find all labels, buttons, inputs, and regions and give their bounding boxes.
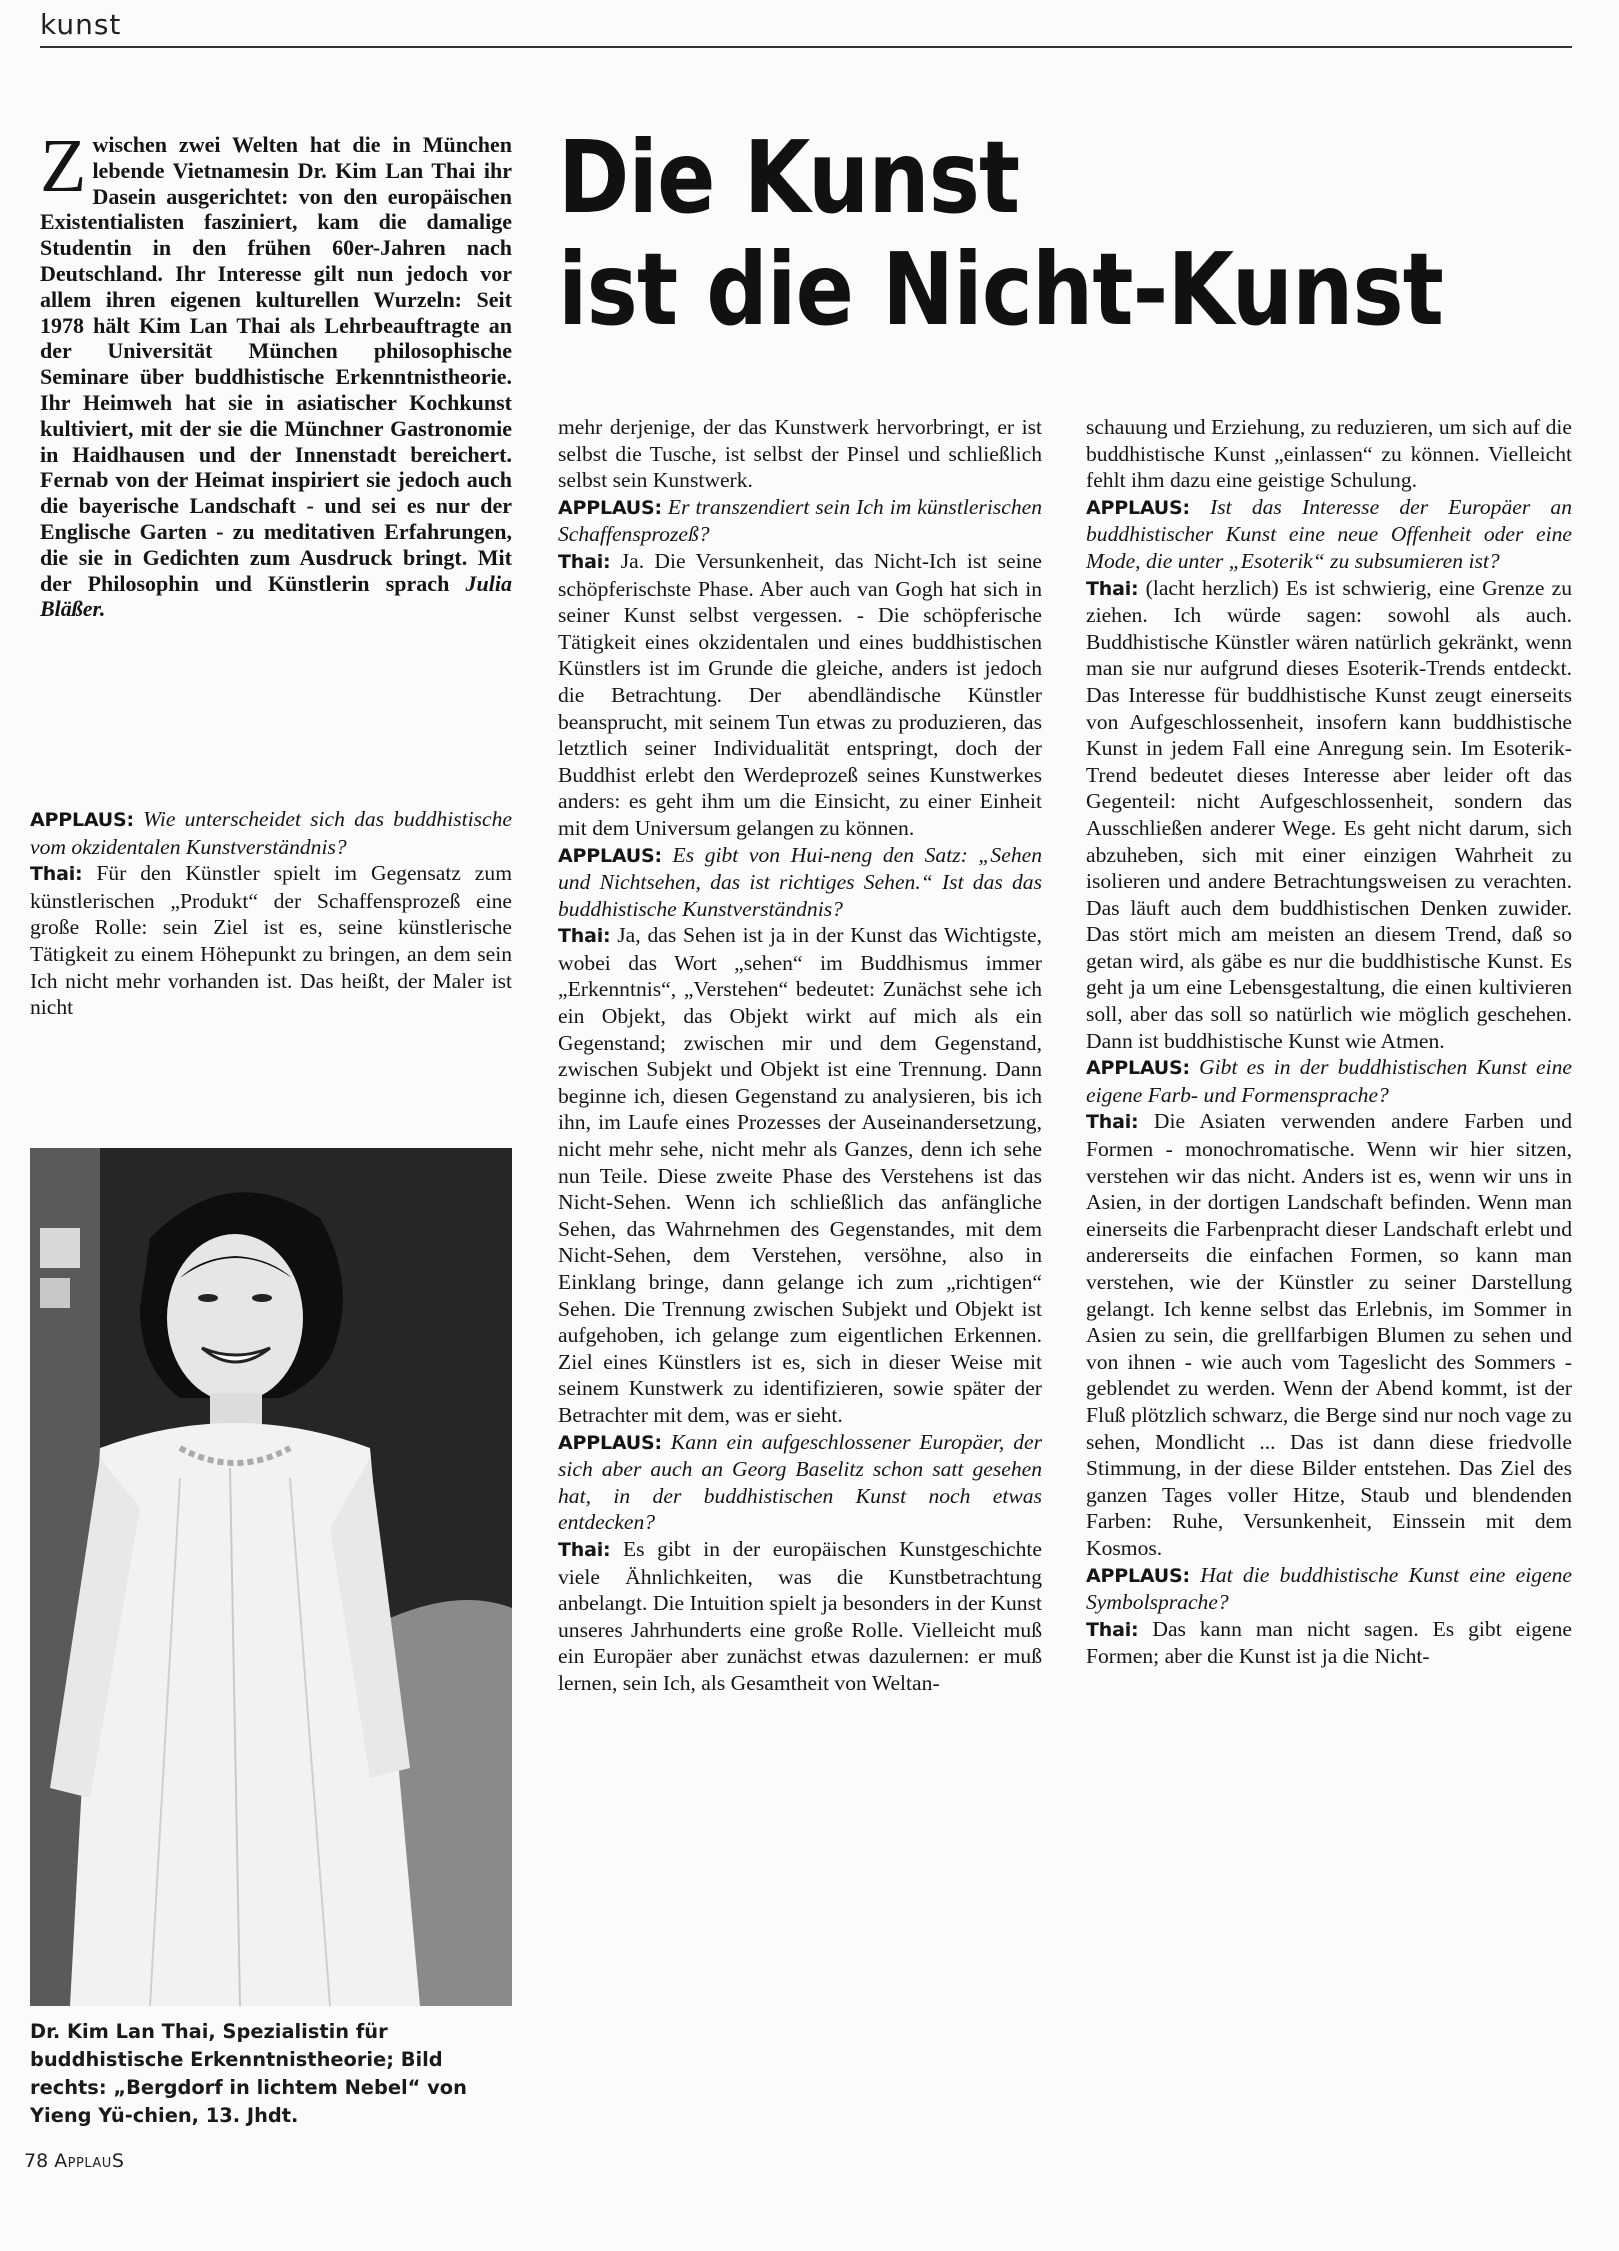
answer-text: (lacht herzlich) Es ist schwierig, eine Grenze zu ziehen. Ich würde sagen: sowohl als auch. Buddhistische Künstler wären natürlich gekränkt, wenn man sie nur aufgrund dieses Esoterik-Trends entdeckt. Das Interesse für buddhistische Kunst zeugt einerseits von Aufgeschlossenheit, insofern kann buddhistische Kunst in jedem Fall eine Anregung sein. Im Esoterik-Trend bedeutet dieses Interesse aber leider oft das Gegenteil: nicht Aufgeschlossenheit, sondern das Ausschließen anderer Wege. Es geht nicht darum, sich abzuheben, sich mit einer einzigen Wahrheit zu isolieren und andere Betrachtungsweisen zu verachten. Das läuft auch dem buddhistischen Denken zuwider. Das stört mich am meisten an diesem Trend, daß so getan wird, als gäbe es nur die buddhistische Kunst. Es geht ja um eine Lebensgestaltung, die einen kultivieren soll, aber das soll so natürlich wie möglich geschehen. Dann ist buddhistische Kunst wie Atmen. xyxy=(1086,575,1572,1053)
interview-answer xyxy=(1086,575,1572,1055)
speaker-label: APPLAUS: xyxy=(558,1431,662,1454)
headline-line-1: Die Kunst xyxy=(558,119,1020,236)
interview-question xyxy=(30,806,512,860)
interview-question xyxy=(1086,1562,1572,1616)
interview-question xyxy=(1086,1054,1572,1108)
speaker-label: Thai: xyxy=(558,925,611,948)
question-text: Es gibt von Hui-neng den Satz: „Sehen und Nichtsehen, das ist richtiges Sehen.“ Ist das das buddhistische Kunstverständnis? xyxy=(558,842,1042,921)
interview-answer xyxy=(558,922,1042,1428)
speaker-label: Thai: xyxy=(558,1538,611,1561)
speaker-label: APPLAUS: xyxy=(1086,1564,1190,1587)
speaker-label: Thai: xyxy=(30,863,83,886)
page-number: 78 xyxy=(24,2150,49,2172)
section-label: kunst xyxy=(40,8,122,41)
interview-question xyxy=(558,494,1042,548)
speaker-label: APPLAUS: xyxy=(558,844,662,867)
answer-text: Für den Künstler spielt im Gegensatz zum künstlerischen „Produkt“ der Schaffensprozeß eine große Rolle: sein Ziel ist es, seine künstlerische Tätigkeit zu einem Höhepunkt zu bringen, an dem sein Ich nicht mehr vorhanden ist. Das heißt, der Maler ist nicht xyxy=(30,861,512,1020)
answer-text: mehr derjenige, der das Kunstwerk hervorbringt, er ist selbst die Tusche, ist selbst der Pinsel und schließlich selbst sein Kunstwerk. xyxy=(558,415,1042,493)
interview-answer xyxy=(1086,1108,1572,1561)
answer-text: Ja, das Sehen ist ja in der Kunst das Wichtigste, wobei das Wort „sehen“ im Buddhismus immer „Erkenntnis“, „Verstehen“ bedeutet: Zunächst sehe ich ein Objekt, das Objekt wirkt auf mich als ein Gegenstand; zwischen mir und dem Gegenstand, zwischen Subjekt und Objekt ist eine Trennung. Dann beginne ich, diesen Gegenstand zu analysieren, bis ich ihn, im Laufe eines Prozesses der Auseinandersetzung, nicht mehr sehe, nicht mehr als Ganzes, denn ich sehe nun Teile. Diese zweite Phase des Verstehens ist das Nicht-Sehen. Wenn ich schließlich das anfängliche Sehen, das Wahrnehmen des Gegenstandes, mit dem Nicht-Sehen, dem Verstehen, versöhne, also in Einklang bringe, dann gelange ich zum „richtigen“ Sehen. Die Trennung zwischen Subjekt und Objekt ist aufgehoben, ich gelange zum eigentlichen Erkennen. Ziel eines Künstlers ist es, sich in dieser Weise mit seinem Kunstwerk zu identifizieren, sowie später der Betrachter mit dem, was er sieht. xyxy=(558,923,1042,1427)
photo-caption: Dr. Kim Lan Thai, Spezialistin für buddhistische Erkenntnistheorie; Bild rechts: „Bergdorf in lichtem Nebel“ von Yieng Yü-chien, 13. Jhdt. xyxy=(30,2020,467,2127)
question-text: Gibt es in der buddhistischen Kunst eine eigene Farb- und Formensprache? xyxy=(1086,1055,1572,1107)
speaker-label: APPLAUS: xyxy=(558,496,662,519)
column-3 xyxy=(1086,414,1572,1670)
interview-question xyxy=(558,1429,1042,1536)
speaker-label: APPLAUS: xyxy=(30,809,134,831)
intro-author: Julia Bläßer. xyxy=(40,570,513,622)
column-1 xyxy=(30,806,512,1021)
speaker-label: APPLAUS: xyxy=(1086,1057,1190,1080)
question-text: Ist das Interesse der Europäer an buddhistischer Kunst eine neue Offenheit oder eine Mode, die unter „Esoterik“ zu subsumieren ist? xyxy=(1086,494,1572,573)
interview-answer xyxy=(1086,1616,1572,1670)
speaker-label: Thai: xyxy=(1086,1618,1139,1641)
answer-text: Das kann man nicht sagen. Es gibt eigene Formen; aber die Kunst ist ja die Nicht- xyxy=(1086,1616,1572,1669)
interview-answer xyxy=(30,860,512,1021)
portrait-illustration xyxy=(30,1148,512,2006)
question-text: Kann ein aufgeschlossener Europäer, der sich aber auch an Georg Baselitz schon satt gesehen hat, in der buddhistischen Kunst noch etwas entdecken? xyxy=(558,1429,1042,1535)
intro-text: wischen zwei Welten hat die in München lebende Vietnamesin Dr. Kim Lan Thai ihr Dasein ausgerichtet: von den europäischen Existentialisten fasziniert, kam die damalige Studentin in den frühen 60er-Jahren nach Deutschland. Ihr Interesse gilt nun jedoch vor allem ihren eigenen kulturellen Wurzeln: Seit 1978 hält Kim Lan Thai als Lehrbeauftragte an der Universität München philosophische Seminare über buddhistische Erkenntnistheorie. Ihr Heimweh hat sie in asiatischer Kochkunst kultiviert, mit der sie die Münchner Gastronomie in Haidhausen und der Innenstadt bereichert. Fernab von der Heimat inspiriert sie jedoch auch die bayerische Landschaft - und sei es nur der Englische Garten - zu meditativen Erfahrungen, die sie in Gedichten zum Ausdruck bringt. Mit der Philosophin und Künstlerin sprach xyxy=(40,132,512,596)
question-text: Hat die buddhistische Kunst eine eigene Symbolsprache? xyxy=(1086,1562,1572,1615)
answer-text: schauung und Erziehung, zu reduzieren, um sich auf die buddhistische Kunst „einlassen“ zu können. Vielleicht fehlt ihm dazu eine geistige Schulung. xyxy=(1086,415,1572,493)
answer-text: Ja. Die Versunkenheit, das Nicht-Ich ist seine schöpferischste Phase. Aber auch van Gogh hat sich in seiner Kunst selbst vergessen. - Die schöpferische Tätigkeit eines okzidentalen und eines buddhistischen Künstlers ist im Grunde die gleiche, anders ist jedoch die Betrachtung. Der abendländische Künstler beansprucht, mit seinem Tun etwas zu produzieren, das letztlich seiner Individualität entspringt, doch der Buddhist erlebt den Werdeprozeß seines Kunstwerkes anders: es geht ihm um die Einsicht, zu einer Einheit mit dem Universum gelangen zu können. xyxy=(558,548,1042,840)
interview-answer xyxy=(558,548,1042,842)
question-text: Er transzendiert sein Ich im künstlerischen Schaffensprozeß? xyxy=(558,494,1042,547)
interview-question xyxy=(558,842,1042,923)
portrait-photo xyxy=(30,1148,512,2006)
headline-line-2: ist die Nicht-Kunst xyxy=(558,231,1444,348)
answer-text: Die Asiaten verwenden andere Farben und Formen - monochromatische. Wenn wir hier sitzen, verstehen wir das nicht. Anders ist es, wenn wir uns in Asien, in der dortigen Landschaft befinden. Wenn man einerseits die Farbenpracht dieser Landschaft erlebt und andererseits die einfachen Formen, so kann man verstehen, wie der Künstler zu seiner Darstellung gelangt. Ich kenne selbst das Erlebnis, im Sommer in Asien zu sein, die grellfarbigen Blumen zu sehen und von ihnen - wie auch vom Tageslicht des Sommers - geblendet zu werden. Wenn der Abend kommt, ist der Fluß plötzlich schwarz, die Berge sind nur noch vage zu sehen, Mondlicht ... Das ist dann diese friedvolle Stimmung, in der diese Bilder entstehen. Das Ziel des ganzen Tages voller Hitze, Staub und blendenden Farben: Ruhe, Versunkenheit, Einssein mit dem Kosmos. xyxy=(1086,1109,1572,1560)
speaker-label: Thai: xyxy=(558,550,611,573)
header-rule xyxy=(40,46,1572,48)
interview-question xyxy=(1086,494,1572,575)
interview-answer xyxy=(558,1536,1042,1697)
intro-paragraph xyxy=(40,124,513,622)
speaker-label: Thai: xyxy=(1086,1111,1139,1134)
question-text: Wie unterscheidet sich das buddhistische vom okzidentalen Kunstverständnis? xyxy=(30,807,512,859)
magazine-name: ApplauS xyxy=(54,2150,125,2172)
drop-cap: Z xyxy=(40,124,87,208)
interview-answer xyxy=(1086,414,1572,494)
page-footer xyxy=(24,2150,124,2172)
speaker-label: APPLAUS: xyxy=(1086,496,1190,519)
interview-answer xyxy=(558,414,1042,494)
answer-text: Es gibt in der europäischen Kunstgeschichte viele Ähnlichkeiten, was die Kunstbetrachtung anbelangt. Die Intuition spielt ja besonders in der Kunst unseres Jahrhunderts eine große Rolle. Vielleicht muß ein Europäer aber zunächst etwas dazulernen: er muß lernen, sein Ich, als Gesamtheit von Weltan- xyxy=(558,1536,1042,1695)
speaker-label: Thai: xyxy=(1086,577,1139,600)
column-2 xyxy=(558,414,1042,1697)
headline xyxy=(558,119,1444,348)
